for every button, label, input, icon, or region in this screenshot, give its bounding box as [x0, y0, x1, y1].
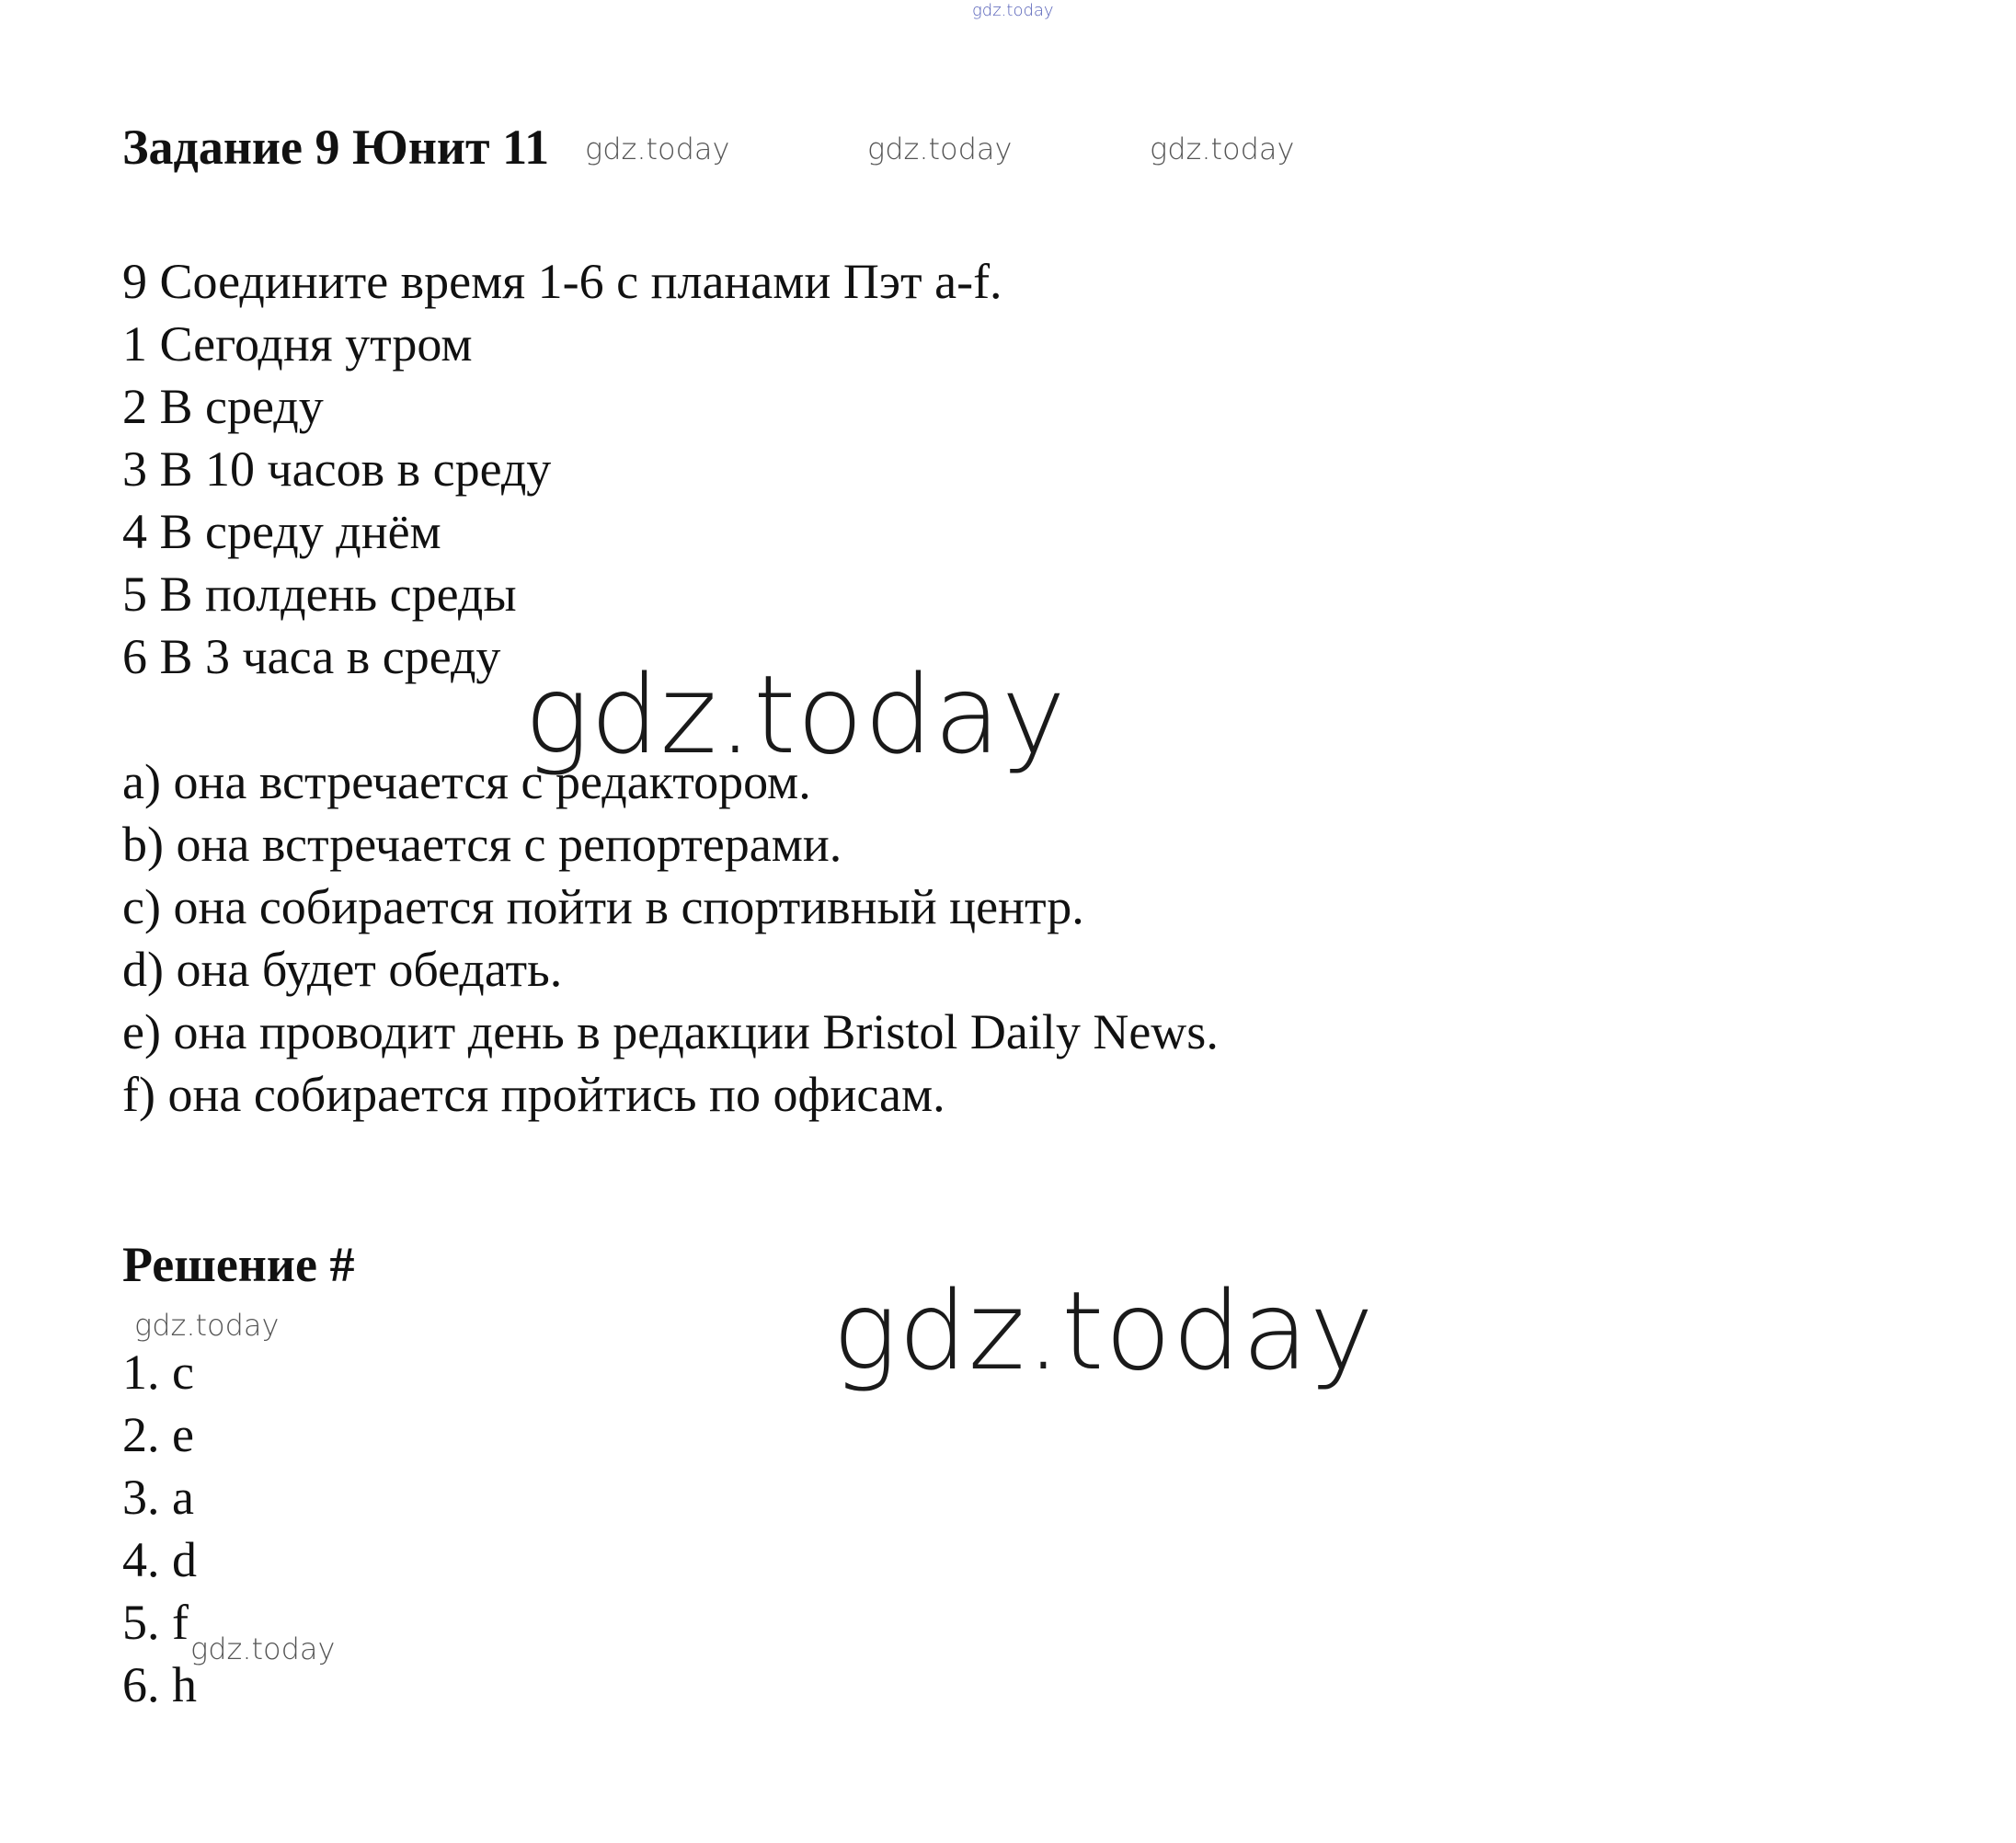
page-title: Задание 9 Юнит 11 [122, 120, 550, 175]
watermark-top: gdz.today [972, 1, 1054, 20]
time-item: 5 В полдень среды [122, 567, 517, 622]
answer-item: 5. f [122, 1595, 189, 1650]
answer-item: 3. a [122, 1470, 194, 1525]
time-item: 6 В 3 часа в среду [122, 629, 501, 684]
task-instruction: 9 Соедините время 1-6 с планами Пэт a-f. [122, 254, 1002, 309]
watermark-small: gdz.today [134, 1308, 280, 1343]
time-item: 4 В среду днём [122, 504, 441, 559]
watermark-small: gdz.today [585, 132, 730, 166]
solution-heading: Решение # [122, 1237, 355, 1292]
plan-item: d) она будет обедать. [122, 942, 563, 997]
plan-item: e) она проводит день в редакции Bristol Daily News. [122, 1004, 1219, 1059]
time-item: 1 Сегодня утром [122, 316, 473, 372]
watermark-big: gdz.today [832, 1267, 1375, 1394]
answer-item: 1. c [122, 1345, 194, 1400]
answer-item: 2. e [122, 1407, 194, 1462]
plan-item: f) она собирается пройтись по офисам. [122, 1067, 945, 1122]
plan-item: c) она собирается пойти в спортивный центр. [122, 879, 1084, 934]
plan-item: a) она встречается с редактором. [122, 754, 811, 809]
time-item: 3 В 10 часов в среду [122, 441, 552, 497]
answer-item: 4. d [122, 1532, 197, 1587]
time-item: 2 В среду [122, 379, 324, 434]
watermark-big: gdz.today [524, 651, 1067, 778]
plan-item: b) она встречается с репортерами. [122, 817, 842, 872]
watermark-small: gdz.today [867, 132, 1013, 166]
watermark-small: gdz.today [1150, 132, 1295, 166]
watermark-small: gdz.today [190, 1631, 336, 1666]
answer-item: 6. h [122, 1657, 197, 1712]
